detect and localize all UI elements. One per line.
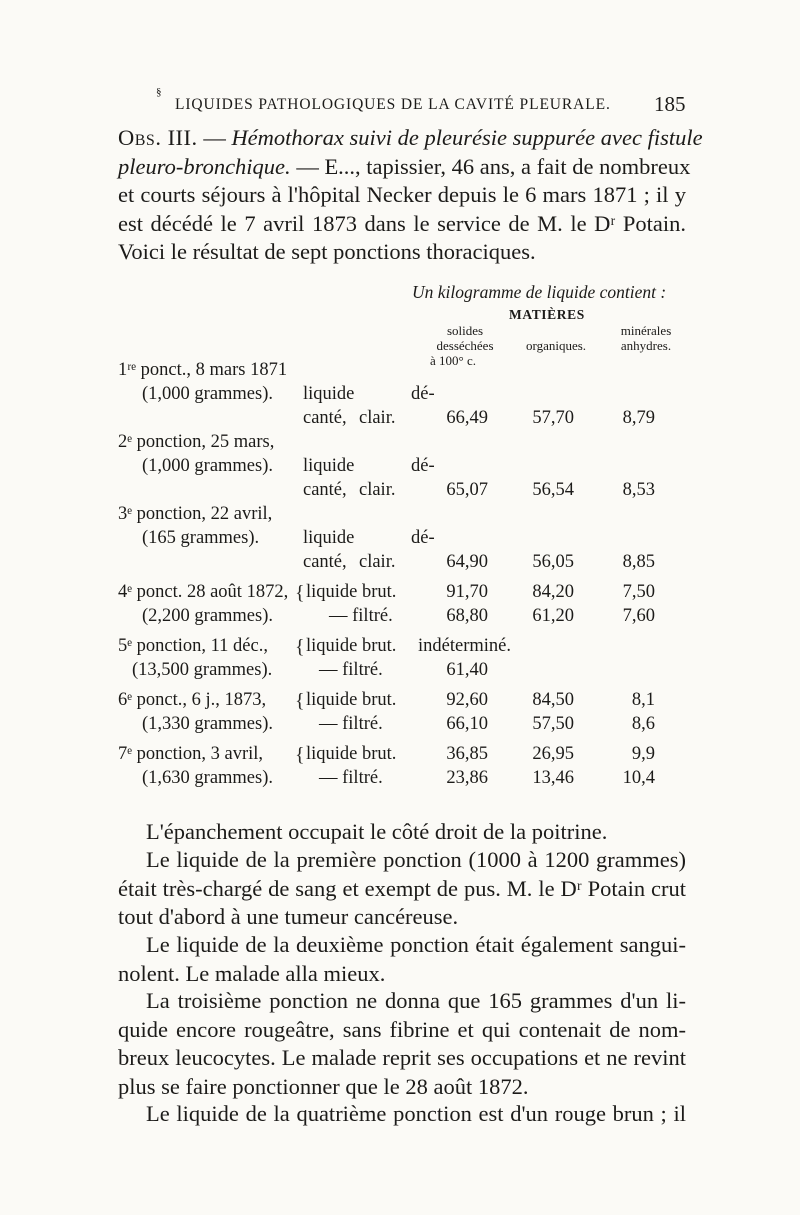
brace-icon: { (295, 744, 305, 766)
row-liquid: dé- (411, 528, 435, 548)
row-amount: (165 grammes). (142, 528, 260, 548)
row-liquid: dé- (411, 384, 435, 404)
row-liquid: clair. (359, 480, 396, 500)
paragraph (118, 931, 686, 988)
brace-icon: { (295, 636, 305, 658)
row-label: 4ᵉ ponct. 28 août 1872, (118, 582, 289, 602)
intro-line-4: est décédé le 7 avril 1873 dans le service de M. le Dʳ Potain. (118, 210, 686, 236)
value-organiques: 84,20 (532, 582, 574, 602)
value-solides: 66,49 (446, 408, 488, 428)
value-solides: 36,85 (446, 744, 488, 764)
brace-icon: { (295, 582, 305, 604)
paragraph-line: L'épanchement occupait le côté droit de la poitrine. (146, 819, 608, 844)
value-minerales: 8,1 (631, 690, 655, 710)
col-minerales-line-2: anhydres. (620, 338, 672, 353)
row-liquid: liquide (303, 456, 355, 476)
paragraph-line: plus se faire ponctionner que le 28 août 1872. (118, 1073, 529, 1099)
paragraph (118, 846, 686, 932)
observation-title-part-2: pleuro-bronchique. (118, 153, 291, 179)
intro-line-5: Voici le résultat de sept ponctions thoraciques. (118, 239, 536, 264)
col-solides-line-2: desséchées (436, 338, 494, 353)
value-minerales: 9,9 (631, 744, 655, 764)
row-liquid: — filtré. (319, 768, 383, 788)
row-label: 7ᵉ ponction, 3 avril, (118, 744, 264, 764)
row-liquid: canté, (303, 480, 347, 500)
paragraph (118, 987, 686, 1101)
row-liquid: liquide brut. (306, 636, 397, 656)
row-amount: (1,000 grammes). (142, 384, 274, 404)
row-liquid: — filtré. (329, 606, 393, 626)
value-organiques: 57,70 (532, 408, 574, 428)
value-solides: 64,90 (446, 552, 488, 572)
paragraph-line: Le liquide de la deuxième ponction était également sangui- (146, 932, 686, 957)
value-organiques: 57,50 (532, 714, 574, 734)
value-solides: 66,10 (446, 714, 488, 734)
running-head-mark: § (156, 86, 162, 98)
dash: — (203, 125, 226, 150)
table-group-header: MATIÈRES (509, 307, 585, 322)
row-label: 2ᵉ ponction, 25 mars, (118, 432, 275, 452)
column-header-organiques: organiques. (525, 338, 587, 353)
row-label: 6ᵉ ponct., 6 j., 1873, (118, 690, 267, 710)
row-label: 3ᵉ ponction, 22 avril, (118, 504, 273, 524)
row-amount: (1,630 grammes). (142, 768, 274, 788)
col-solides-line-1: solides (446, 323, 484, 338)
row-liquid: liquide brut. (306, 744, 397, 764)
value-minerales: 8,6 (631, 714, 655, 734)
row-liquid: liquide (303, 384, 355, 404)
value-minerales: 10,4 (622, 768, 655, 788)
paragraph (118, 1100, 686, 1129)
row-liquid: — filtré. (319, 714, 383, 734)
intro-line-2-text: — E..., tapissier, 46 ans, a fait de nombreux (296, 153, 691, 179)
intro-line-2 (118, 153, 691, 182)
paragraph-line: Le liquide de la première ponction (1000 à 1200 grammes) (146, 847, 686, 872)
value-minerales: 7,50 (622, 582, 655, 602)
paragraph-line: Le liquide de la quatrième ponction est d'un rouge brun ; il (146, 1101, 686, 1126)
value-note: indéterminé. (418, 636, 511, 656)
value-organiques: 56,05 (532, 552, 574, 572)
row-liquid: clair. (359, 408, 396, 428)
value-minerales: 8,85 (622, 552, 655, 572)
observation-title-part-1: Hémothorax suivi de pleurésie suppurée avec fistule (231, 125, 703, 150)
value-solides: 23,86 (446, 768, 488, 788)
value-solides: 65,07 (446, 480, 488, 500)
row-liquid: liquide brut. (306, 582, 397, 602)
value-solides: 68,80 (446, 606, 488, 626)
row-liquid: canté, (303, 552, 347, 572)
paragraph-line: nolent. Le malade alla mieux. (118, 960, 386, 986)
row-amount: (1,000 grammes). (142, 456, 274, 476)
value-organiques: 84,50 (532, 690, 574, 710)
value-solides: 91,70 (446, 582, 488, 602)
value-organiques: 56,54 (532, 480, 574, 500)
paragraph-line: quide encore rougeâtre, sans fibrine et qui contenait de nom- (118, 1016, 686, 1042)
row-amount: (1,330 grammes). (142, 714, 274, 734)
paragraph-line: La troisième ponction ne donna que 165 grammes d'un li- (146, 988, 686, 1013)
value-organiques: 13,46 (532, 768, 574, 788)
observation-label: Obs. III. (118, 125, 198, 150)
row-amount: (13,500 grammes). (132, 660, 273, 680)
value-organiques: 61,20 (532, 606, 574, 626)
col-minerales-line-1: minérales (620, 323, 672, 338)
observation-intro (118, 124, 703, 267)
value-minerales: 7,60 (622, 606, 655, 626)
value-minerales: 8,79 (622, 408, 655, 428)
row-liquid: canté, (303, 408, 347, 428)
row-liquid: clair. (359, 552, 396, 572)
row-label: 5ᵉ ponction, 11 déc., (118, 636, 268, 656)
row-liquid: liquide (303, 528, 355, 548)
value-solides: 61,40 (446, 660, 488, 680)
row-label: 1ʳᵉ ponct., 8 mars 1871 (118, 360, 288, 380)
column-header-solides (422, 323, 508, 368)
intro-line-3: et courts séjours à l'hôpital Necker depuis le 6 mars 1871 ; il y (118, 182, 686, 207)
paragraph-line: était très-chargé de sang et exempt de pus. M. le Dʳ Potain crut (118, 875, 686, 901)
paragraph-line: breux leucocytes. Le malade reprit ses occupations et ne revint (118, 1045, 686, 1070)
running-head-title: LIQUIDES PATHOLOGIQUES DE LA CAVITÉ PLEURALE. (175, 96, 611, 113)
col-solides-line-3: à 100° c. (430, 353, 476, 368)
brace-icon: { (295, 690, 305, 712)
row-liquid: dé- (411, 456, 435, 476)
table-caption: Un kilogramme de liquide contient : (412, 282, 667, 302)
intro-line-1 (118, 124, 703, 153)
value-solides: 92,60 (446, 690, 488, 710)
column-header-minerales (606, 323, 686, 353)
row-liquid: — filtré. (319, 660, 383, 680)
page-number: 185 (654, 92, 686, 116)
paragraph-line: tout d'abord à une tumeur cancéreuse. (118, 904, 459, 929)
value-minerales: 8,53 (622, 480, 655, 500)
row-amount: (2,200 grammes). (142, 606, 274, 626)
row-liquid: liquide brut. (306, 690, 397, 710)
value-organiques: 26,95 (532, 744, 574, 764)
paragraph (118, 818, 686, 847)
